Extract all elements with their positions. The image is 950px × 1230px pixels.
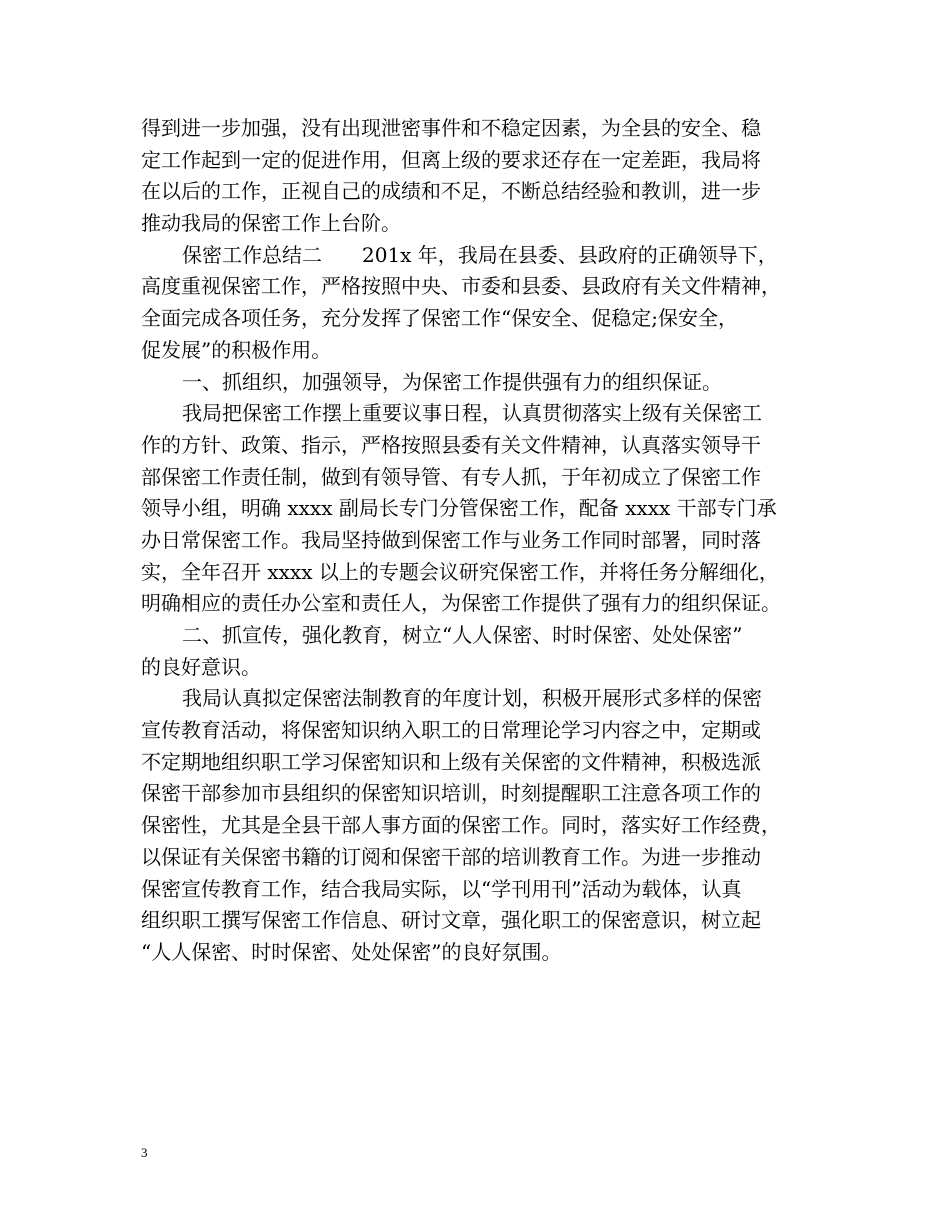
text-line: 保密性，尤其是全县干部人事方面的保密工作。同时，落实好工作经费， xyxy=(141,813,781,838)
text-line: 组织职工撰写保密工作信息、研讨文章，强化职工的保密意识，树立起 xyxy=(141,908,761,933)
text-line: 全面完成各项任务，充分发挥了保密工作“保安全、促稳定;保安全， xyxy=(141,306,738,331)
text-line: 领导小组，明确 xxxx 副局长专门分管保密工作，配备 xxxx 干部专门承 xyxy=(141,496,777,521)
text-line: 在以后的工作，正视自己的成绩和不足，不断总结经验和教训，进一步 xyxy=(141,179,761,204)
section-heading: 二、抓宣传，强化教育，树立“人人保密、时时保密、处处保密” xyxy=(182,623,743,647)
document-body xyxy=(141,113,821,969)
text-line: 明确相应的责任办公室和责任人，为保密工作提供了强有力的组织保证。 xyxy=(141,591,781,616)
text-line: 的良好意识。 xyxy=(141,654,261,679)
text-line: 办日常保密工作。我局坚持做到保密工作与业务工作同时部署，同时落 xyxy=(141,527,761,552)
text-line: 部保密工作责任制，做到有领导管、有专人抓，于年初成立了保密工作 xyxy=(141,464,761,489)
text-line: 保密宣传教育工作，结合我局实际，以“学刊用刊”活动为载体，认真 xyxy=(141,876,742,901)
text-line: 我局认真拟定保密法制教育的年度计划，积极开展形式多样的保密 xyxy=(182,686,762,711)
section-heading: 一、抓组织，加强领导，为保密工作提供强有力的组织保证。 xyxy=(182,369,722,394)
text-line: 推动我局的保密工作上台阶。 xyxy=(141,211,401,236)
text-line: 高度重视保密工作，严格按照中央、市委和县委、县政府有关文件精神， xyxy=(141,274,781,299)
text-line: “人人保密、时时保密、处处保密”的良好氛围。 xyxy=(141,939,562,964)
text-line: 保密干部参加市县组织的保密知识培训，时刻提醒职工注意各项工作的 xyxy=(141,781,761,806)
text-line: 宣传教育活动，将保密知识纳入职工的日常理论学习内容之中，定期或 xyxy=(141,718,761,743)
text-line: 不定期地组织职工学习保密知识和上级有关保密的文件精神，积极选派 xyxy=(141,749,761,774)
text-line: 促发展”的积极作用。 xyxy=(141,337,332,362)
text-line: 得到进一步加强，没有出现泄密事件和不稳定因素，为全县的安全、稳 xyxy=(141,116,761,140)
text-line: 定工作起到一定的促进作用，但离上级的要求还存在一定差距，我局将 xyxy=(141,147,761,172)
section-heading: 保密工作总结二 201x 年，我局在县委、县政府的正确领导下， xyxy=(182,242,778,267)
text-line: 我局把保密工作摆上重要议事日程，认真贯彻落实上级有关保密工 xyxy=(182,401,762,426)
text-line: 作的方针、政策、指示，严格按照县委有关文件精神，认真落实领导干 xyxy=(141,432,761,457)
page-number: 3 xyxy=(141,1145,148,1160)
text-line: 以保证有关保密书籍的订阅和保密干部的培训教育工作。为进一步推动 xyxy=(141,844,761,869)
text-line: 实，全年召开 xxxx 以上的专题会议研究保密工作，并将任务分解细化， xyxy=(141,559,779,584)
